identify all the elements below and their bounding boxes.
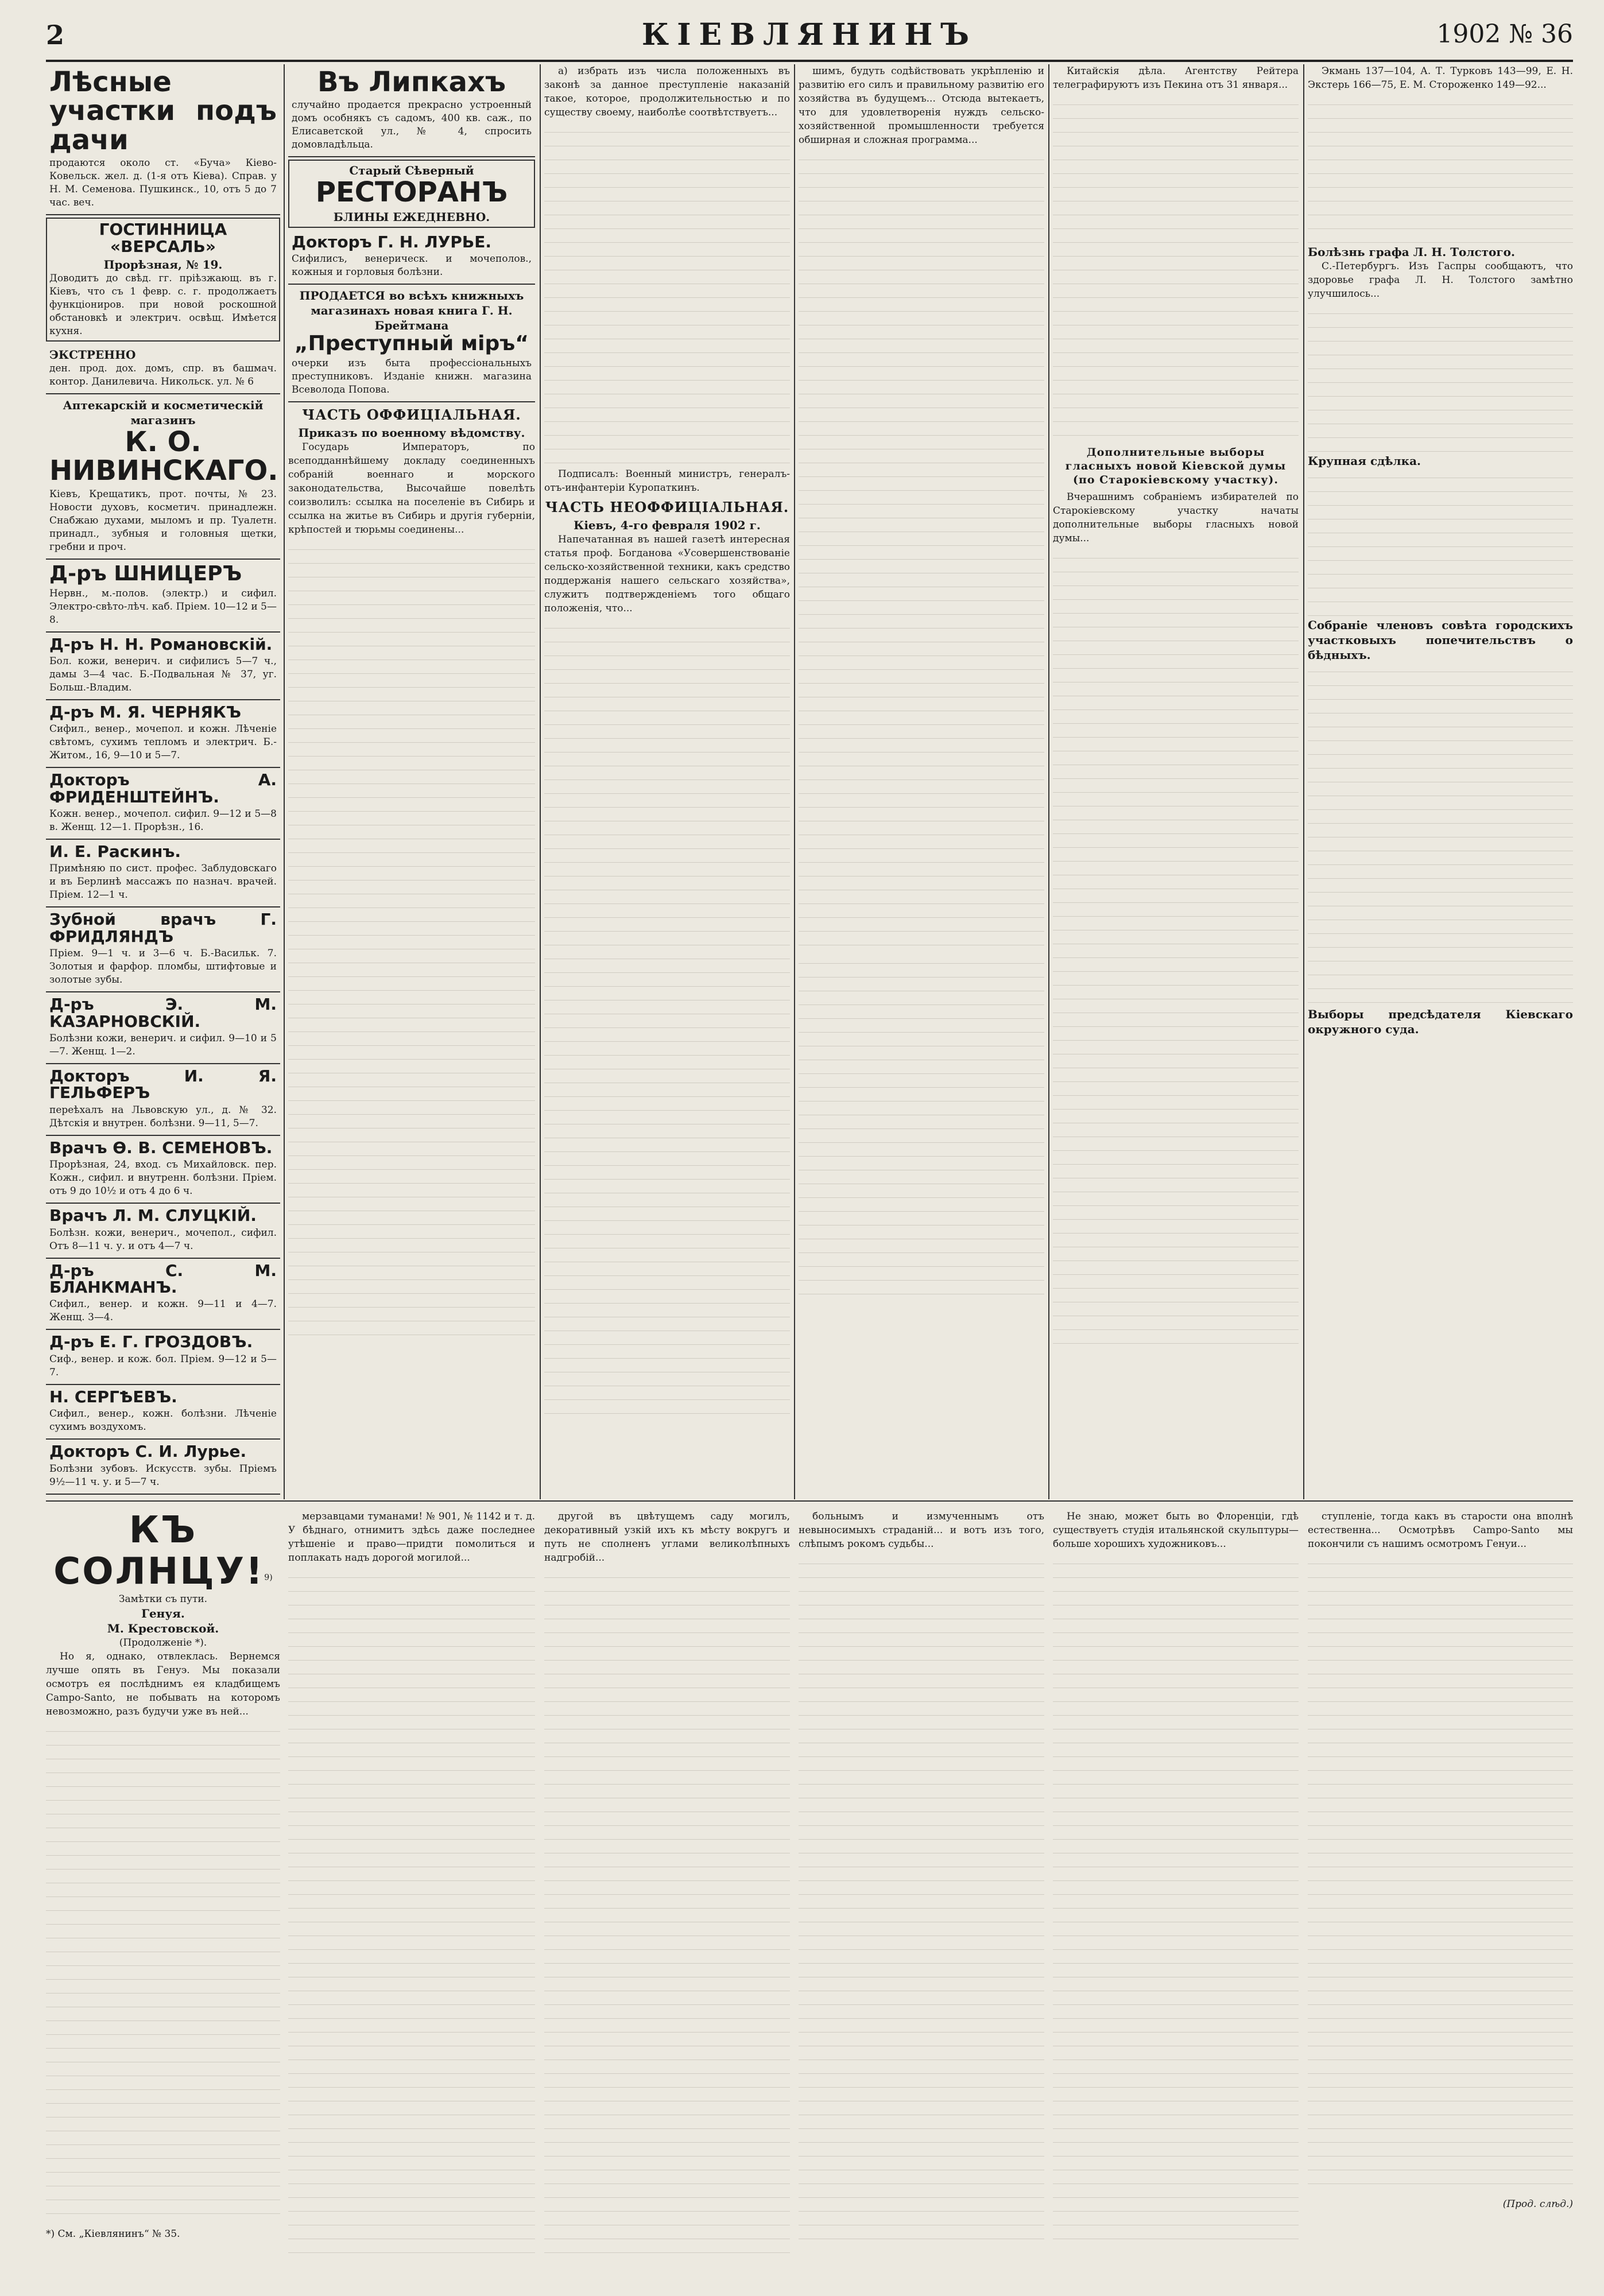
ad-nivinsky-pharmacy: Аптекарскій и косметическій магазинъ К. О. НИВИНСКАГО. Кіевъ, Крещатикъ, прот. почты, № 23. Новости духовъ, косметич. принадлежн. Снабжаю духами, мыломъ и пр. Туалетн. принадл., зубныя и головныя щетки, гребни и проч. [46,394,280,560]
column-3 [544,64,790,1497]
text-body [544,123,790,467]
ad-hotel-versal: ГОСТИННИЦА «ВЕРСАЛЬ» Прорѣзная, № 19. Доводитъ до свѣд. гг. пріѣзжающ. въ г. Кіевъ, что съ 1 февр. с. г. продолжаетъ функціониров. при новой роскошной обстановкѣ и электрич. освѣщ. Имѣется кухня. [46,218,280,342]
official-text: Государь Императоръ, по всеподданнѣйшему докладу соединенныхъ собраній военнаго и морского законодательства, Высочайше повелѣть соизволилъ: ссылка на поселеніе въ Сибирь и ссылка на житье въ Сибирь и другія губерніи, крѣпостей и тюрьмы соединены... [288,441,535,536]
signature-line: Подписалъ: Военный министръ, генералъ-отъ-инфантеріи Куропаткинъ. [544,468,790,494]
elections-text: Вчерашнимъ собраніемъ избирателей по Старокіевскому участку начаты дополнительные выборы гласныхъ новой думы... [1053,491,1299,544]
tolstoy-heading: Болѣзнь графа Л. Н. Толстого. [1308,245,1515,259]
feuilleton-column-1: КЪ СОЛНЦУ!$^{9)}$ Замѣтки съ пути. Генуя. М. Крестовской. (Продолженіе *). Но я, однако, отвлеклась. Вернемся лучше опять въ Генуэ. Мы показали осмотръ ея послѣднимъ ея кладбищемъ Campo-Santo, не побывать на которомъ невозможно, разъ будучи уже въ ней... *) См. „Кіевлянинъ“ № 35. [46,1510,280,2240]
ad-doctor-chernyak: Д-ръ М. Я. ЧЕРНЯКЪ Сифил., венер., мочепол. и кожн. Лѣченіе свѣтомъ, сухимъ тепломъ и электрич. Б.-Житом., 16, 9—10 и 5—7. [46,700,280,768]
text-body [799,150,1044,954]
feuilleton-text: Но я, однако, отвлеклась. Вернемся лучше опять въ Генуэ. Мы показали осмотръ ея послѣднимъ ея кладбищемъ Campo-Santo, не побывать на которомъ невозможно, разъ будучи уже въ ней... [46,1651,280,1717]
text-body [544,1568,790,2257]
tolstoy-text: С.-Петербургъ. Изъ Гаспры сообщаютъ, что здоровье графа Л. Н. Толстого замѣтно улучшилось... [1308,261,1573,300]
ad-raskin-massage: И. Е. Раскинъ. Примѣняю по сист. профес. Заблудовскаго и въ Берлинѣ массажъ по назнач. врачей. Пріем. 12—1 ч. [46,840,280,907]
editorial-continued: шимъ, будуть содѣйствовать укрѣпленію и развитію его силъ и правильному развитію его хозяйства въ будущемъ... Отсюда вытекаетъ, что для удовлетворенія нуждъ сельско-хозяйственной промышленности требуется обширная и сложная программа... [799,65,1044,146]
text-body [1308,468,1573,618]
ad-restaurant: Старый Сѣверный РЕСТОРАНЪ БЛИНЫ ЕЖЕДНЕВНО. [288,160,535,227]
column-rule [1303,64,1304,1499]
ad-lipki-house: Въ Липкахъ случайно продается прекрасно устроенный домъ особнякъ съ садомъ, 400 кв. саж., по Елисаветской ул., № 4, спросить домовладѣльца. [288,64,535,157]
text-body [544,619,790,1422]
issue-number: 1902 № 36 [1436,20,1573,49]
ad-doctor-gelfer: Докторъ И. Я. ГЕЛЬФЕРЪ переѣхалъ на Львовскую ул., д. № 32. Дѣтскія и внутрен. болѣзни. 9—11, 5—7. [46,1064,280,1136]
deal-heading: Крупная сдѣлка. [1308,454,1421,468]
dateline: Кіевъ, 4-го февраля 1902 г. [574,518,761,532]
ad-doctor-grozdov: Д-ръ Е. Г. ГРОЗДОВЪ. Сиф., венер. и кож. бол. Пріем. 9—12 и 5—7. [46,1330,280,1384]
text-body [46,1722,280,2227]
feuilleton-text-4: больнымъ и измученнымъ отъ невыносимыхъ страданій... и вотъ изъ того, слѣпымъ рокомъ судьбы... [799,1511,1044,1550]
court-heading: Выборы предсѣдателя Кіевскаго окружного суда. [1308,1007,1573,1036]
text-body [1308,304,1573,453]
text-body [288,540,535,1344]
ad-book-criminal-world: ПРОДАЕТСЯ во всѣхъ книжныхъ магазинахъ новая книга Г. Н. Брейтмана „Преступный міръ“ очерки изъ быта профессіональныхъ преступниковъ. Изданіе книжн. магазина Всеволода Попова. [288,285,535,402]
official-part-heading: ЧАСТЬ ОФФИЦІАЛЬНАЯ. [302,406,521,423]
feuilleton-column-4 [799,1510,1044,2279]
feuilleton-column-2 [288,1510,535,2279]
column-6 [1308,64,1573,1497]
feuilleton-rule [46,1500,1573,1502]
column-2 [288,64,535,1497]
ad-doctor-blankman: Д-ръ С. М. БЛАНКМАНЪ. Сифил., венер. и кожн. 9—11 и 4—7. Женщ. 3—4. [46,1259,280,1331]
editorial-lead: Напечатанная въ нашей газетѣ интересная статья проф. Богданова «Усовершенствованіе сельско-хозяйственной техники, какъ средство поддержанія нашего сельскаго хозяйства», служитъ подтвержденіемъ того общаго положенія, что... [544,534,790,614]
decree-text: а) избрать изъ числа положенныхъ въ законѣ за данное преступленіе наказаній такое, которое, продолжительностью и по существу своему, наиболѣе соотвѣтствуетъ... [544,65,790,118]
feuilleton-text-3: другой въ цвѣтущемъ саду могилъ, декоративный узкій ихъ къ мѣсту вокругъ и путь не сполненъ углами великолѣпныхъ надгробій... [544,1511,790,1564]
masthead [46,16,1573,56]
text-body [799,1554,1044,2243]
masthead-rule [46,60,1573,62]
newspaper-title: КІЕВЛЯНИНЪ [641,17,978,52]
ad-forest-plots: Лѣсные участки подъ дачи продаются около ст. «Буча» Кіево-Ковельск. жел. д. (1-я отъ Кіева). Справ. у Н. М. Семенова. Пушкинск., 10, отъ 5 до 7 час. веч. [46,64,280,215]
unofficial-part-heading: ЧАСТЬ НЕОФФИЦІАЛЬНАЯ. [545,499,789,515]
ad-doctor-slutsky: Врачъ Л. М. СЛУЦКІЙ. Болѣзн. кожи, венерич., мочепол., сифил. Отъ 8—11 ч. у. и отъ 4—7 ч. [46,1204,280,1258]
ad-doctor-kazarnovsky: Д-ръ Э. М. КАЗАРНОВСКІЙ. Болѣзни кожи, венерич. и сифил. 9—10 и 5—7. Женщ. 1—2. [46,992,280,1064]
text-body [1053,549,1299,1352]
feuilleton-text-2: мерзавцами туманами! № 901, № 1142 и т. д. У бѣднаго, отнимитъ здѣсь даже последнее утѣшеніе и право—придти помолиться и поплакать надъ дорогой могилой... [288,1511,535,1564]
council-heading: Собраніе членовъ совѣта городскихъ участковыхъ попечительствъ о бѣдныхъ. [1308,618,1573,662]
feuilleton-city: Генуя. [141,1607,185,1620]
to-be-continued: (Прод. слѣд.) [1502,2198,1573,2210]
text-body [1308,1554,1573,2197]
feuilleton-author: М. Крестовской. [107,1622,219,1635]
page-number: 2 [46,20,65,51]
text-body [799,954,1044,1298]
column-4 [799,64,1044,1497]
feuilleton-text-5: Не знаю, может быть во Флоренціи, гдѣ существуетъ студія итальянской скульптуры—больше хорошихъ художниковъ... [1053,1511,1299,1550]
text-body [1308,662,1573,1007]
ad-doctor-lurie-dental: Докторъ С. И. Лурье. Болѣзни зубовъ. Искусств. зубы. Пріемъ 9½—11 ч. у. и 5—7 ч. [46,1440,280,1494]
elections-heading: Дополнительные выборы гласныхъ новой Кіевской думы (по Старокіевскому участку). [1065,446,1287,486]
column-rule [540,64,541,1499]
footnote: *) См. „Кіевлянинъ“ № 35. [46,2228,180,2240]
ad-dentist-fridlyand: Зубной врачъ Г. ФРИДЛЯНДЪ Пріем. 9—1 ч. и 3—6 ч. Б.-Васильк. 7. Золотыя и фарфор. пломбы, штифтовые и золотые зубы. [46,907,280,992]
ad-doctor-romanovsky: Д-ръ Н. Н. Романовскій. Бол. кожи, венерич. и сифилисъ 5—7 ч., дамы 3—4 час. Б.-Подвальная № 37, уг. Больш.-Владим. [46,633,280,700]
ad-sergeev: Н. СЕРГѢЕВЪ. Сифил., венер., кожн. болѣзни. Лѣченіе сухимъ воздухомъ. [46,1385,280,1440]
feuilleton-subtitle: Замѣтки съ пути. [118,1593,208,1605]
feuilleton-text-6: ступленіе, тогда какъ въ старости она вполнѣ естественна... Осмотрѣвъ Campo-Santo мы покончили съ нашимъ осмотромъ Генуи... [1308,1511,1573,1550]
ad-doctor-fridenshtein: Докторъ А. ФРИДЕНШТЕЙНЪ. Кожн. венер., мочепол. сифил. 9—12 и 5—8 в. Женщ. 12—1. Прорѣзн., 16. [46,768,280,840]
ad-urgent-sale: ЭКСТРЕННО ден. прод. дох. домъ, спр. въ башмач. контор. Данилевича. Никольск. ул. № 6 [46,344,280,394]
text-body [1308,95,1573,245]
ad-doctor-semenov: Врачъ Ѳ. В. СЕМЕНОВЪ. Прорѣзная, 24, вход. съ Михайловск. пер. Кожн., сифил. и внутренн. болѣзни. Пріем. отъ 9 до 10½ и отъ 4 до 6 ч. [46,1136,280,1204]
column-5 [1053,64,1299,1497]
feuilleton-title: КЪ СОЛНЦУ! [53,1510,265,1593]
text-body [1053,1554,1299,2243]
ad-doctor-lurie: Докторъ Г. Н. ЛУРЬЕ. Сифилисъ, венерическ. и мочеполов., кожныя и горловыя болѣзни. [288,230,535,285]
feuilleton-column-5 [1053,1510,1299,2279]
china-news: Китайскія дѣла. Агентству Рейтера телеграфируютъ изъ Пекина отъ 31 января... [1053,65,1299,91]
feuilleton-column-6 [1308,1510,1573,2279]
vote-results: Экмань 137—104, А. Т. Турковъ 143—99, Е. Н. Экстерь 166—75, Е. М. Стороженко 149—92... [1308,65,1573,91]
column-rule [1048,64,1049,1499]
text-body [1053,95,1299,440]
ad-doctor-shnitser: Д-ръ ШНИЦЕРЪ Нервн., м.-полов. (электр.) и сифил. Электро-свѣто-лѣч. каб. Пріем. 10—12 и 5—8. [46,560,280,633]
feuilleton-continued: (Продолженіе *). [119,1637,207,1649]
order-subheading: Приказъ по военному вѣдомству. [298,425,525,440]
column-rule [284,64,285,1499]
text-body [288,1568,535,2257]
feuilleton-column-3 [544,1510,790,2279]
column-1-ads [46,64,280,1497]
column-rule [794,64,795,1499]
